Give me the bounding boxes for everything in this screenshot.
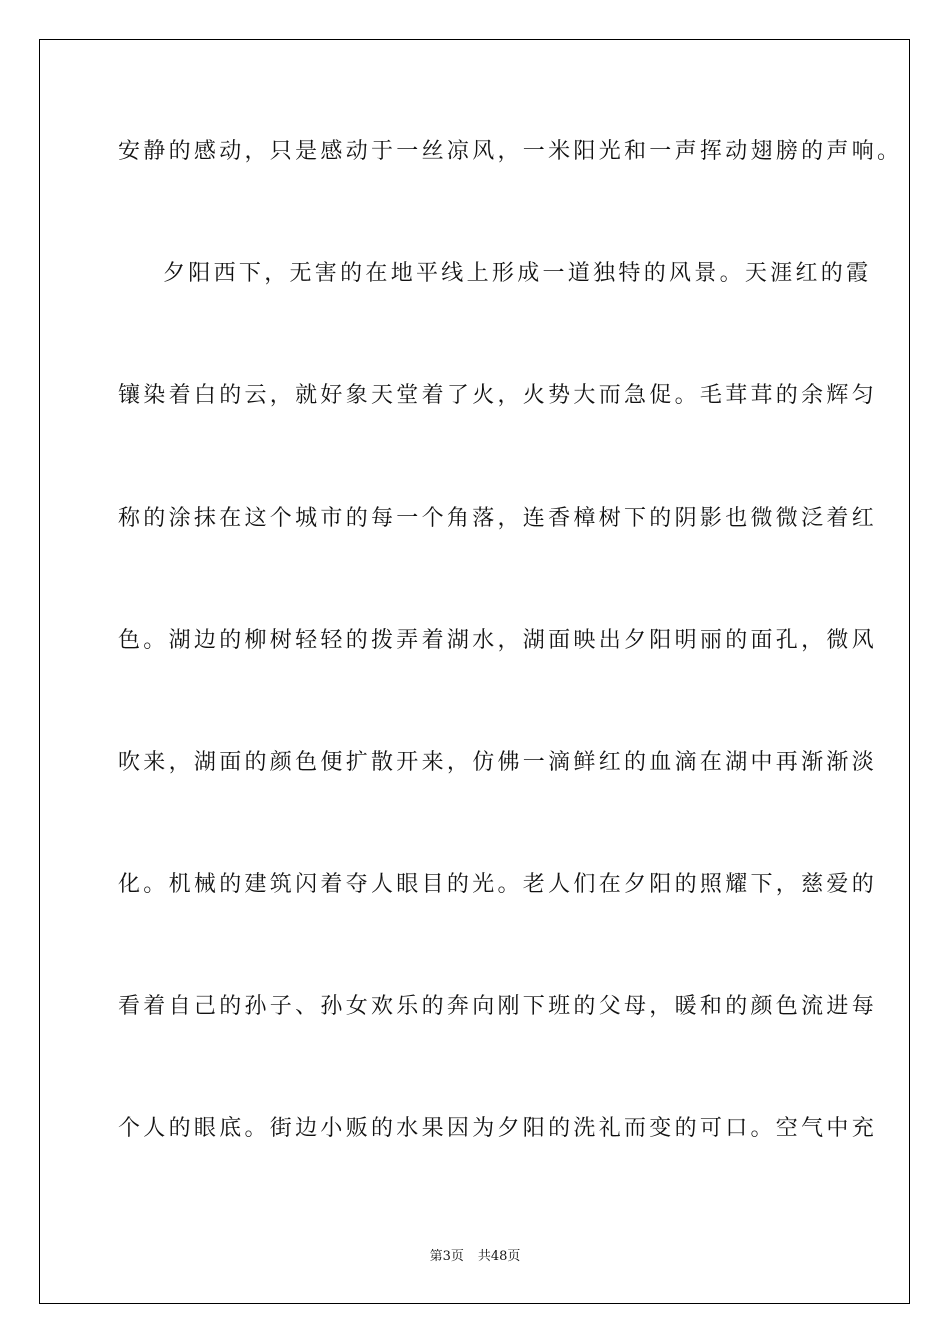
page-footer [0,1248,950,1266]
body-line-9: 个人的眼底。街边小贩的水果因为夕阳的洗礼而变的可口。空气中充 [118,1116,878,1141]
body-line-1: 安静的感动，只是感动于一丝凉风，一米阳光和一声挥动翅膀的声响。 [118,139,903,164]
body-line-6: 吹来，湖面的颜色便扩散开来，仿佛一滴鲜红的血滴在湖中再渐渐淡 [118,750,878,775]
page-total: 共48页 [477,1249,521,1264]
body-line-2: 夕阳西下，无害的在地平线上形成一道独特的风景。天涯红的霞 [163,261,872,286]
body-line-8: 看着自己的孙子、孙女欢乐的奔向刚下班的父母，暖和的颜色流进每 [118,994,878,1019]
page-number: 第3页 [429,1249,464,1264]
body-line-3: 镶染着白的云，就好象天堂着了火，火势大而急促。毛茸茸的余辉匀 [118,383,878,408]
body-line-4: 称的涂抹在这个城市的每一个角落，连香樟树下的阴影也微微泛着红 [118,506,878,531]
body-line-7: 化。机械的建筑闪着夺人眼目的光。老人们在夕阳的照耀下，慈爱的 [118,872,878,897]
body-line-5: 色。湖边的柳树轻轻的拨弄着湖水，湖面映出夕阳明丽的面孔，微风 [118,628,878,653]
